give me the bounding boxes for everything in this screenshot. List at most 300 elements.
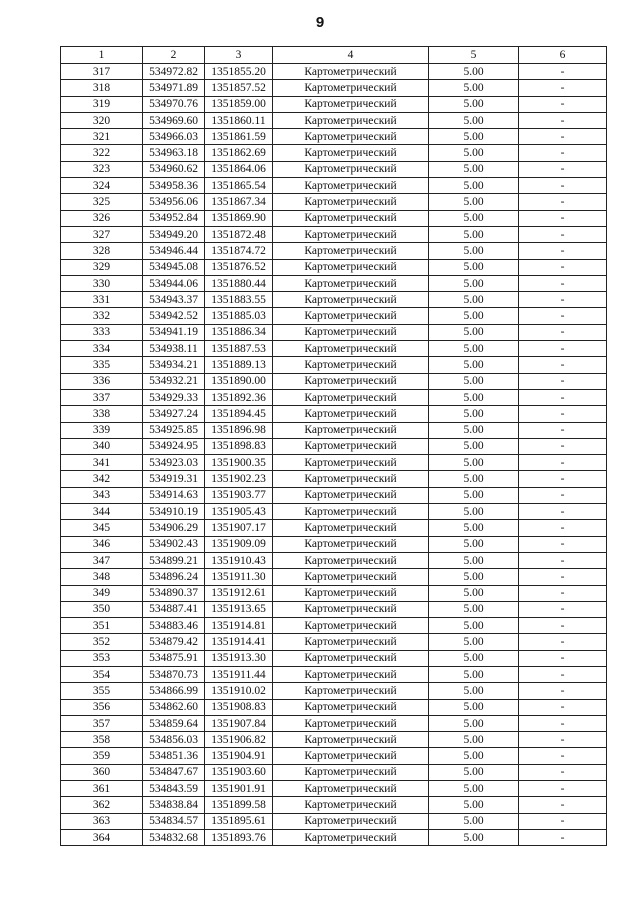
accuracy-cell: 5.00 xyxy=(429,781,519,797)
accuracy-cell: 5.00 xyxy=(429,764,519,780)
table-row xyxy=(61,585,607,601)
method-cell: Картометрический xyxy=(273,308,429,324)
x-coordinate-cell: 534945.08 xyxy=(143,259,205,275)
accuracy-cell: 5.00 xyxy=(429,243,519,259)
point-number-cell: 338 xyxy=(61,406,143,422)
x-coordinate-cell: 534952.84 xyxy=(143,210,205,226)
accuracy-cell: 5.00 xyxy=(429,732,519,748)
point-number-cell: 339 xyxy=(61,422,143,438)
method-cell: Картометрический xyxy=(273,422,429,438)
x-coordinate-cell: 534838.84 xyxy=(143,797,205,813)
note-cell: - xyxy=(519,226,607,242)
column-header-5: 5 xyxy=(429,47,519,64)
y-coordinate-cell: 1351911.44 xyxy=(205,666,273,682)
table-row xyxy=(61,292,607,308)
x-coordinate-cell: 534949.20 xyxy=(143,226,205,242)
point-number-cell: 356 xyxy=(61,699,143,715)
y-coordinate-cell: 1351914.41 xyxy=(205,634,273,650)
accuracy-cell: 5.00 xyxy=(429,666,519,682)
method-cell: Картометрический xyxy=(273,699,429,715)
column-header-4: 4 xyxy=(273,47,429,64)
method-cell: Картометрический xyxy=(273,373,429,389)
point-number-cell: 325 xyxy=(61,194,143,210)
x-coordinate-cell: 534923.03 xyxy=(143,455,205,471)
table-row xyxy=(61,536,607,552)
note-cell: - xyxy=(519,112,607,128)
table-row xyxy=(61,308,607,324)
method-cell: Картометрический xyxy=(273,324,429,340)
point-number-cell: 343 xyxy=(61,487,143,503)
y-coordinate-cell: 1351896.98 xyxy=(205,422,273,438)
note-cell: - xyxy=(519,341,607,357)
point-number-cell: 353 xyxy=(61,650,143,666)
note-cell: - xyxy=(519,96,607,112)
point-number-cell: 355 xyxy=(61,683,143,699)
point-number-cell: 358 xyxy=(61,732,143,748)
x-coordinate-cell: 534870.73 xyxy=(143,666,205,682)
accuracy-cell: 5.00 xyxy=(429,64,519,80)
y-coordinate-cell: 1351889.13 xyxy=(205,357,273,373)
accuracy-cell: 5.00 xyxy=(429,422,519,438)
point-number-cell: 350 xyxy=(61,601,143,617)
note-cell: - xyxy=(519,194,607,210)
x-coordinate-cell: 534946.44 xyxy=(143,243,205,259)
accuracy-cell: 5.00 xyxy=(429,504,519,520)
table-row xyxy=(61,145,607,161)
x-coordinate-cell: 534890.37 xyxy=(143,585,205,601)
accuracy-cell: 5.00 xyxy=(429,455,519,471)
accuracy-cell: 5.00 xyxy=(429,357,519,373)
table-row xyxy=(61,715,607,731)
note-cell: - xyxy=(519,715,607,731)
y-coordinate-cell: 1351899.58 xyxy=(205,797,273,813)
accuracy-cell: 5.00 xyxy=(429,226,519,242)
table-row xyxy=(61,666,607,682)
accuracy-cell: 5.00 xyxy=(429,80,519,96)
x-coordinate-cell: 534927.24 xyxy=(143,406,205,422)
point-number-cell: 360 xyxy=(61,764,143,780)
x-coordinate-cell: 534847.67 xyxy=(143,764,205,780)
table-row xyxy=(61,683,607,699)
table-row xyxy=(61,748,607,764)
accuracy-cell: 5.00 xyxy=(429,634,519,650)
method-cell: Картометрический xyxy=(273,194,429,210)
method-cell: Картометрический xyxy=(273,634,429,650)
y-coordinate-cell: 1351886.34 xyxy=(205,324,273,340)
accuracy-cell: 5.00 xyxy=(429,259,519,275)
accuracy-cell: 5.00 xyxy=(429,585,519,601)
accuracy-cell: 5.00 xyxy=(429,341,519,357)
point-number-cell: 347 xyxy=(61,552,143,568)
table-row xyxy=(61,569,607,585)
note-cell: - xyxy=(519,161,607,177)
y-coordinate-cell: 1351911.30 xyxy=(205,569,273,585)
point-number-cell: 364 xyxy=(61,829,143,845)
note-cell: - xyxy=(519,634,607,650)
accuracy-cell: 5.00 xyxy=(429,715,519,731)
note-cell: - xyxy=(519,389,607,405)
note-cell: - xyxy=(519,699,607,715)
column-header-2: 2 xyxy=(143,47,205,64)
x-coordinate-cell: 534970.76 xyxy=(143,96,205,112)
y-coordinate-cell: 1351862.69 xyxy=(205,145,273,161)
table-row xyxy=(61,650,607,666)
x-coordinate-cell: 534942.52 xyxy=(143,308,205,324)
method-cell: Картометрический xyxy=(273,715,429,731)
x-coordinate-cell: 534832.68 xyxy=(143,829,205,845)
method-cell: Картометрический xyxy=(273,748,429,764)
table-row xyxy=(61,406,607,422)
y-coordinate-cell: 1351893.76 xyxy=(205,829,273,845)
point-number-cell: 332 xyxy=(61,308,143,324)
table-row xyxy=(61,504,607,520)
method-cell: Картометрический xyxy=(273,666,429,682)
method-cell: Картометрический xyxy=(273,243,429,259)
accuracy-cell: 5.00 xyxy=(429,178,519,194)
table-row xyxy=(61,373,607,389)
y-coordinate-cell: 1351906.82 xyxy=(205,732,273,748)
note-cell: - xyxy=(519,781,607,797)
method-cell: Картометрический xyxy=(273,145,429,161)
note-cell: - xyxy=(519,373,607,389)
method-cell: Картометрический xyxy=(273,471,429,487)
note-cell: - xyxy=(519,536,607,552)
y-coordinate-cell: 1351902.23 xyxy=(205,471,273,487)
x-coordinate-cell: 534866.99 xyxy=(143,683,205,699)
method-cell: Картометрический xyxy=(273,96,429,112)
y-coordinate-cell: 1351895.61 xyxy=(205,813,273,829)
method-cell: Картометрический xyxy=(273,80,429,96)
y-coordinate-cell: 1351865.54 xyxy=(205,178,273,194)
table-row xyxy=(61,80,607,96)
x-coordinate-cell: 534944.06 xyxy=(143,275,205,291)
x-coordinate-cell: 534971.89 xyxy=(143,80,205,96)
accuracy-cell: 5.00 xyxy=(429,406,519,422)
method-cell: Картометрический xyxy=(273,618,429,634)
point-number-cell: 344 xyxy=(61,504,143,520)
point-number-cell: 317 xyxy=(61,64,143,80)
accuracy-cell: 5.00 xyxy=(429,324,519,340)
point-number-cell: 320 xyxy=(61,112,143,128)
y-coordinate-cell: 1351903.77 xyxy=(205,487,273,503)
y-coordinate-cell: 1351914.81 xyxy=(205,618,273,634)
note-cell: - xyxy=(519,324,607,340)
table-body xyxy=(61,64,607,846)
accuracy-cell: 5.00 xyxy=(429,748,519,764)
table-row xyxy=(61,129,607,145)
accuracy-cell: 5.00 xyxy=(429,601,519,617)
point-number-cell: 319 xyxy=(61,96,143,112)
accuracy-cell: 5.00 xyxy=(429,487,519,503)
x-coordinate-cell: 534929.33 xyxy=(143,389,205,405)
note-cell: - xyxy=(519,292,607,308)
y-coordinate-cell: 1351885.03 xyxy=(205,308,273,324)
point-number-cell: 328 xyxy=(61,243,143,259)
note-cell: - xyxy=(519,145,607,161)
point-number-cell: 345 xyxy=(61,520,143,536)
method-cell: Картометрический xyxy=(273,585,429,601)
table-row xyxy=(61,422,607,438)
method-cell: Картометрический xyxy=(273,341,429,357)
accuracy-cell: 5.00 xyxy=(429,569,519,585)
accuracy-cell: 5.00 xyxy=(429,797,519,813)
x-coordinate-cell: 534851.36 xyxy=(143,748,205,764)
accuracy-cell: 5.00 xyxy=(429,520,519,536)
point-number-cell: 318 xyxy=(61,80,143,96)
note-cell: - xyxy=(519,552,607,568)
note-cell: - xyxy=(519,80,607,96)
accuracy-cell: 5.00 xyxy=(429,683,519,699)
method-cell: Картометрический xyxy=(273,406,429,422)
method-cell: Картометрический xyxy=(273,520,429,536)
x-coordinate-cell: 534906.29 xyxy=(143,520,205,536)
table-row xyxy=(61,634,607,650)
note-cell: - xyxy=(519,813,607,829)
table-row xyxy=(61,438,607,454)
note-cell: - xyxy=(519,64,607,80)
y-coordinate-cell: 1351904.91 xyxy=(205,748,273,764)
note-cell: - xyxy=(519,243,607,259)
point-number-cell: 362 xyxy=(61,797,143,813)
x-coordinate-cell: 534902.43 xyxy=(143,536,205,552)
accuracy-cell: 5.00 xyxy=(429,194,519,210)
y-coordinate-cell: 1351876.52 xyxy=(205,259,273,275)
accuracy-cell: 5.00 xyxy=(429,699,519,715)
accuracy-cell: 5.00 xyxy=(429,292,519,308)
table-row xyxy=(61,341,607,357)
table-row xyxy=(61,275,607,291)
x-coordinate-cell: 534834.57 xyxy=(143,813,205,829)
y-coordinate-cell: 1351861.59 xyxy=(205,129,273,145)
method-cell: Картометрический xyxy=(273,797,429,813)
x-coordinate-cell: 534941.19 xyxy=(143,324,205,340)
method-cell: Картометрический xyxy=(273,112,429,128)
point-number-cell: 327 xyxy=(61,226,143,242)
method-cell: Картометрический xyxy=(273,552,429,568)
method-cell: Картометрический xyxy=(273,64,429,80)
note-cell: - xyxy=(519,129,607,145)
accuracy-cell: 5.00 xyxy=(429,96,519,112)
note-cell: - xyxy=(519,829,607,845)
x-coordinate-cell: 534879.42 xyxy=(143,634,205,650)
x-coordinate-cell: 534856.03 xyxy=(143,732,205,748)
y-coordinate-cell: 1351907.17 xyxy=(205,520,273,536)
y-coordinate-cell: 1351910.43 xyxy=(205,552,273,568)
table-row xyxy=(61,797,607,813)
x-coordinate-cell: 534914.63 xyxy=(143,487,205,503)
x-coordinate-cell: 534932.21 xyxy=(143,373,205,389)
accuracy-cell: 5.00 xyxy=(429,275,519,291)
y-coordinate-cell: 1351892.36 xyxy=(205,389,273,405)
method-cell: Картометрический xyxy=(273,178,429,194)
method-cell: Картометрический xyxy=(273,683,429,699)
x-coordinate-cell: 534924.95 xyxy=(143,438,205,454)
x-coordinate-cell: 534956.06 xyxy=(143,194,205,210)
accuracy-cell: 5.00 xyxy=(429,129,519,145)
page-number: 9 xyxy=(315,14,325,31)
note-cell: - xyxy=(519,732,607,748)
note-cell: - xyxy=(519,504,607,520)
table-row xyxy=(61,471,607,487)
note-cell: - xyxy=(519,585,607,601)
x-coordinate-cell: 534934.21 xyxy=(143,357,205,373)
y-coordinate-cell: 1351872.48 xyxy=(205,226,273,242)
x-coordinate-cell: 534969.60 xyxy=(143,112,205,128)
method-cell: Картометрический xyxy=(273,829,429,845)
method-cell: Картометрический xyxy=(273,601,429,617)
point-number-cell: 352 xyxy=(61,634,143,650)
y-coordinate-cell: 1351880.44 xyxy=(205,275,273,291)
y-coordinate-cell: 1351867.34 xyxy=(205,194,273,210)
column-header-3: 3 xyxy=(205,47,273,64)
table-row xyxy=(61,178,607,194)
x-coordinate-cell: 534910.19 xyxy=(143,504,205,520)
method-cell: Картометрический xyxy=(273,569,429,585)
note-cell: - xyxy=(519,210,607,226)
note-cell: - xyxy=(519,275,607,291)
table-row xyxy=(61,618,607,634)
point-number-cell: 331 xyxy=(61,292,143,308)
note-cell: - xyxy=(519,487,607,503)
y-coordinate-cell: 1351913.65 xyxy=(205,601,273,617)
y-coordinate-cell: 1351913.30 xyxy=(205,650,273,666)
x-coordinate-cell: 534899.21 xyxy=(143,552,205,568)
table-row xyxy=(61,210,607,226)
note-cell: - xyxy=(519,666,607,682)
table-row xyxy=(61,226,607,242)
note-cell: - xyxy=(519,618,607,634)
table-row xyxy=(61,699,607,715)
y-coordinate-cell: 1351898.83 xyxy=(205,438,273,454)
point-number-cell: 363 xyxy=(61,813,143,829)
note-cell: - xyxy=(519,455,607,471)
x-coordinate-cell: 534896.24 xyxy=(143,569,205,585)
table-row xyxy=(61,194,607,210)
note-cell: - xyxy=(519,308,607,324)
point-number-cell: 321 xyxy=(61,129,143,145)
point-number-cell: 322 xyxy=(61,145,143,161)
method-cell: Картометрический xyxy=(273,259,429,275)
method-cell: Картометрический xyxy=(273,781,429,797)
y-coordinate-cell: 1351894.45 xyxy=(205,406,273,422)
method-cell: Картометрический xyxy=(273,732,429,748)
y-coordinate-cell: 1351907.84 xyxy=(205,715,273,731)
x-coordinate-cell: 534883.46 xyxy=(143,618,205,634)
table-row xyxy=(61,259,607,275)
point-number-cell: 324 xyxy=(61,178,143,194)
note-cell: - xyxy=(519,797,607,813)
x-coordinate-cell: 534972.82 xyxy=(143,64,205,80)
y-coordinate-cell: 1351900.35 xyxy=(205,455,273,471)
accuracy-cell: 5.00 xyxy=(429,552,519,568)
table-header-row xyxy=(61,47,607,64)
y-coordinate-cell: 1351874.72 xyxy=(205,243,273,259)
method-cell: Картометрический xyxy=(273,764,429,780)
method-cell: Картометрический xyxy=(273,438,429,454)
point-number-cell: 342 xyxy=(61,471,143,487)
x-coordinate-cell: 534966.03 xyxy=(143,129,205,145)
table-row xyxy=(61,829,607,845)
y-coordinate-cell: 1351912.61 xyxy=(205,585,273,601)
table-row xyxy=(61,389,607,405)
method-cell: Картометрический xyxy=(273,536,429,552)
point-number-cell: 334 xyxy=(61,341,143,357)
table-row xyxy=(61,455,607,471)
note-cell: - xyxy=(519,438,607,454)
y-coordinate-cell: 1351857.52 xyxy=(205,80,273,96)
accuracy-cell: 5.00 xyxy=(429,829,519,845)
note-cell: - xyxy=(519,406,607,422)
y-coordinate-cell: 1351909.09 xyxy=(205,536,273,552)
note-cell: - xyxy=(519,520,607,536)
table-row xyxy=(61,96,607,112)
method-cell: Картометрический xyxy=(273,210,429,226)
method-cell: Картометрический xyxy=(273,504,429,520)
y-coordinate-cell: 1351887.53 xyxy=(205,341,273,357)
note-cell: - xyxy=(519,357,607,373)
point-number-cell: 333 xyxy=(61,324,143,340)
table-row xyxy=(61,324,607,340)
table-row xyxy=(61,601,607,617)
y-coordinate-cell: 1351905.43 xyxy=(205,504,273,520)
method-cell: Картометрический xyxy=(273,357,429,373)
method-cell: Картометрический xyxy=(273,487,429,503)
point-number-cell: 341 xyxy=(61,455,143,471)
table-row xyxy=(61,552,607,568)
table-row xyxy=(61,520,607,536)
point-number-cell: 337 xyxy=(61,389,143,405)
accuracy-cell: 5.00 xyxy=(429,650,519,666)
point-number-cell: 351 xyxy=(61,618,143,634)
note-cell: - xyxy=(519,569,607,585)
x-coordinate-cell: 534960.62 xyxy=(143,161,205,177)
table-row xyxy=(61,161,607,177)
method-cell: Картометрический xyxy=(273,129,429,145)
note-cell: - xyxy=(519,259,607,275)
accuracy-cell: 5.00 xyxy=(429,618,519,634)
accuracy-cell: 5.00 xyxy=(429,813,519,829)
accuracy-cell: 5.00 xyxy=(429,389,519,405)
note-cell: - xyxy=(519,683,607,699)
method-cell: Картометрический xyxy=(273,275,429,291)
note-cell: - xyxy=(519,471,607,487)
point-number-cell: 349 xyxy=(61,585,143,601)
column-header-6: 6 xyxy=(519,47,607,64)
table-row xyxy=(61,487,607,503)
y-coordinate-cell: 1351860.11 xyxy=(205,112,273,128)
point-number-cell: 348 xyxy=(61,569,143,585)
y-coordinate-cell: 1351901.91 xyxy=(205,781,273,797)
accuracy-cell: 5.00 xyxy=(429,438,519,454)
y-coordinate-cell: 1351859.00 xyxy=(205,96,273,112)
y-coordinate-cell: 1351883.55 xyxy=(205,292,273,308)
accuracy-cell: 5.00 xyxy=(429,145,519,161)
note-cell: - xyxy=(519,650,607,666)
table-row xyxy=(61,764,607,780)
note-cell: - xyxy=(519,178,607,194)
y-coordinate-cell: 1351855.20 xyxy=(205,64,273,80)
table-row xyxy=(61,813,607,829)
point-number-cell: 357 xyxy=(61,715,143,731)
accuracy-cell: 5.00 xyxy=(429,161,519,177)
note-cell: - xyxy=(519,422,607,438)
method-cell: Картометрический xyxy=(273,455,429,471)
accuracy-cell: 5.00 xyxy=(429,536,519,552)
table-row xyxy=(61,357,607,373)
point-number-cell: 361 xyxy=(61,781,143,797)
y-coordinate-cell: 1351910.02 xyxy=(205,683,273,699)
point-number-cell: 346 xyxy=(61,536,143,552)
